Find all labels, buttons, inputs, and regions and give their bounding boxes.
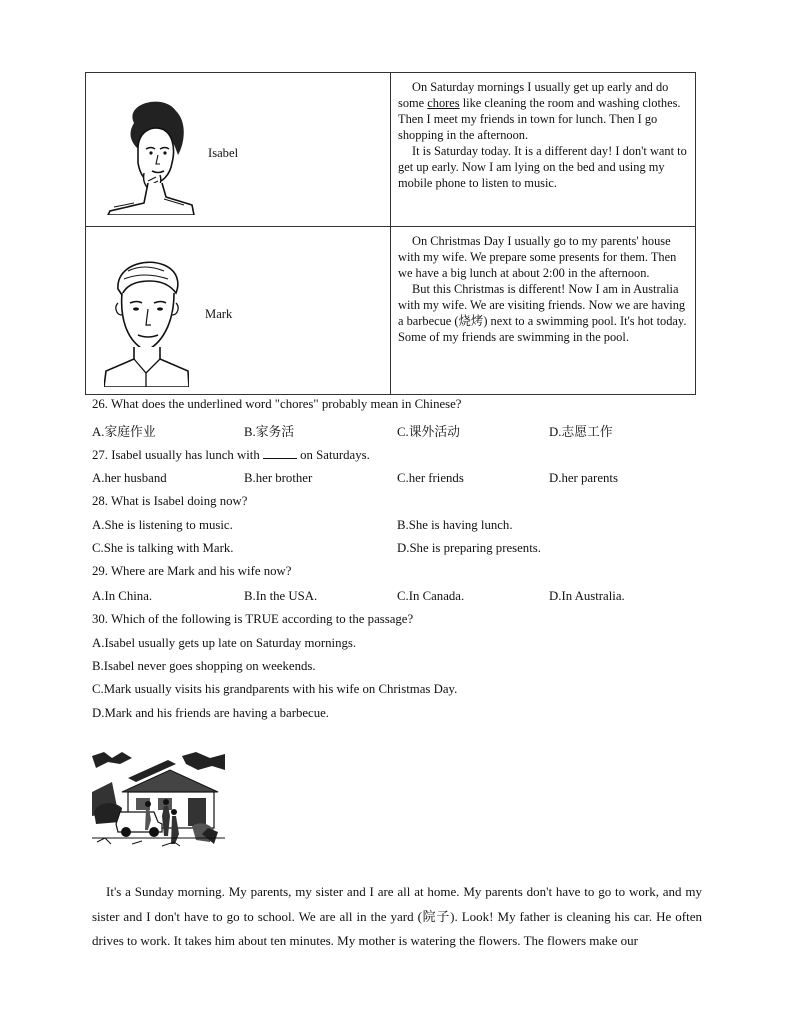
isabel-paragraph-2: It is Saturday today. It is a different day! I don't want to get up early. Now I am lying on the bed and using my mobile phone to listen to music.	[398, 144, 687, 190]
q30-option-c[interactable]: C.Mark usually visits his grandparents with his wife on Christmas Day.	[92, 682, 458, 696]
mark-paragraph-1: On Christmas Day I usually go to my parents' house with my wife. We prepare some presents for them. Then we have a big lunch at about 2:00 in the afternoon.	[398, 234, 677, 280]
mark-text-cell	[391, 227, 696, 395]
question-27: 27. Isabel usually has lunch with on Saturdays.	[92, 448, 370, 462]
q30-option-a[interactable]: A.Isabel usually gets up late on Saturday mornings.	[92, 636, 357, 650]
q29-option-c[interactable]: C.In Canada.	[397, 589, 465, 603]
isabel-text-cell	[391, 73, 696, 227]
question-30: 30. Which of the following is TRUE according to the passage?	[92, 612, 414, 626]
q28-option-a[interactable]: A.She is listening to music.	[92, 518, 233, 532]
mark-paragraph-2: But this Christmas is different! Now I am in Australia with my wife. We are visiting friends. Now we are having a barbecue (烧烤) next to a swimming pool. It's hot today. Some of my friends are swimming in the pool.	[398, 282, 687, 344]
table-row-isabel	[86, 73, 696, 227]
isabel-name-label: Isabel	[208, 146, 239, 160]
underlined-word-chores: chores	[427, 96, 460, 110]
q28-option-c[interactable]: C.She is talking with Mark.	[92, 541, 234, 555]
q30-option-b[interactable]: B.Isabel never goes shopping on weekends.	[92, 659, 316, 673]
mark-picture-cell	[86, 227, 391, 395]
q27-option-d[interactable]: D.her parents	[549, 471, 618, 485]
reading-passage	[92, 880, 702, 954]
q29-option-a[interactable]: A.In China.	[92, 589, 153, 603]
q29-option-d[interactable]: D.In Australia.	[549, 589, 625, 603]
q26-option-a[interactable]: A.家庭作业	[92, 425, 156, 439]
q27-option-b[interactable]: B.her brother	[244, 471, 313, 485]
man-portrait-icon	[104, 259, 189, 387]
woman-portrait-icon	[104, 93, 199, 215]
q27-option-a[interactable]: A.her husband	[92, 471, 167, 485]
q26-option-c[interactable]: C.课外活动	[397, 425, 460, 439]
answer-blank	[263, 447, 297, 459]
q30-option-d[interactable]: D.Mark and his friends are having a barbecue.	[92, 706, 330, 720]
table-row-mark	[86, 227, 696, 395]
mark-name-label: Mark	[205, 307, 233, 321]
q27-option-c[interactable]: C.her friends	[397, 471, 464, 485]
q28-option-d[interactable]: D.She is preparing presents.	[397, 541, 541, 555]
passage-paragraph: It's a Sunday morning. My parents, my sister and I are all at home. My parents don't have to go to work, and my sister and I don't have to go to school. We are all in the yard (院子). Look! My father is cleaning his car. He often drives to work. It takes him about ten minutes. My mother is watering the flowers. The flowers make our	[92, 884, 702, 948]
isabel-picture-cell	[86, 73, 391, 227]
q26-option-b[interactable]: B.家务活	[244, 425, 295, 439]
q28-option-b[interactable]: B.She is having lunch.	[397, 518, 513, 532]
question-26: 26. What does the underlined word "chores" probably mean in Chinese?	[92, 397, 462, 411]
q29-option-b[interactable]: B.In the USA.	[244, 589, 318, 603]
question-28: 28. What is Isabel doing now?	[92, 494, 248, 508]
q26-option-d[interactable]: D.志愿工作	[549, 425, 613, 439]
question-29: 29. Where are Mark and his wife now?	[92, 564, 292, 578]
isabel-paragraph-1: On Saturday mornings I usually get up early and do some chores like cleaning the room and washing clothes. Then I meet my friends in town for lunch. Then I go shopping in the afternoon.	[398, 80, 681, 142]
character-table	[85, 72, 696, 395]
family-yard-scene-icon	[92, 752, 225, 848]
